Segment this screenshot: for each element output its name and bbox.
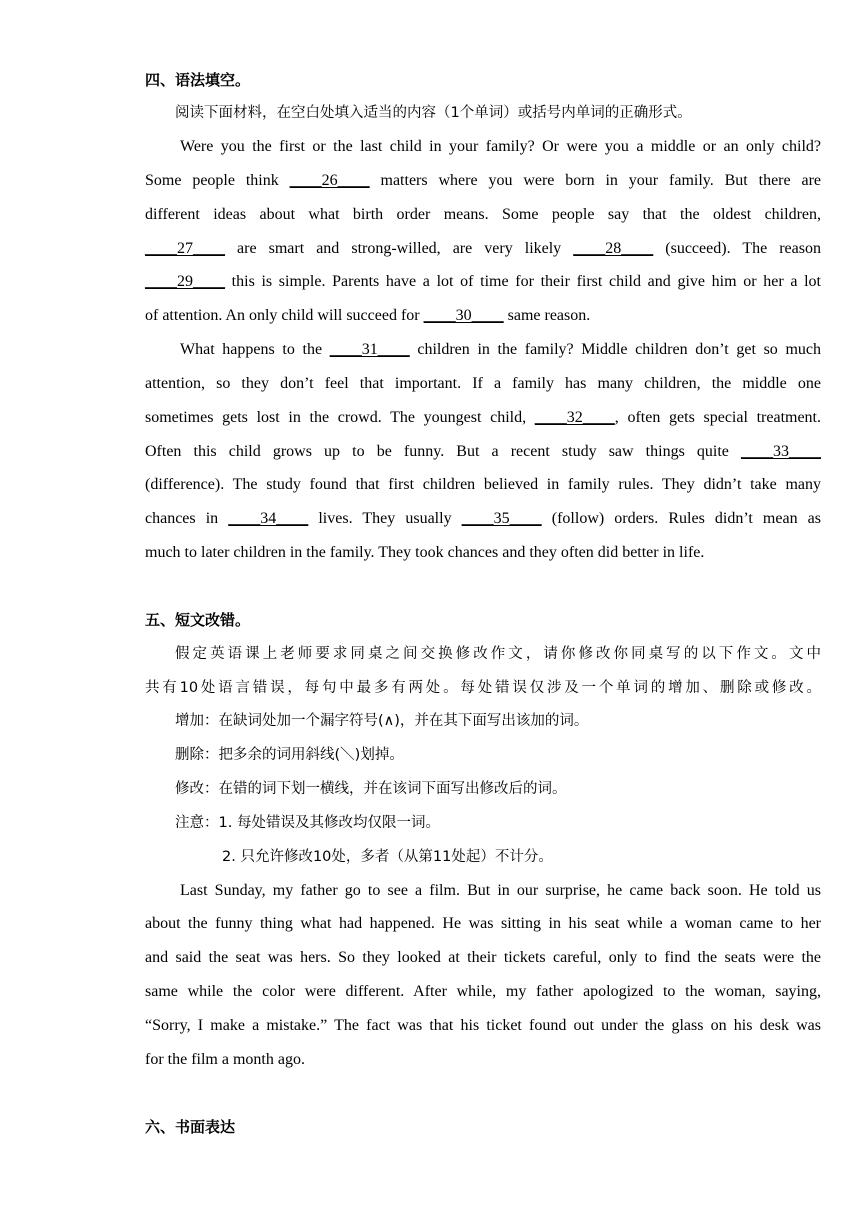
essay-line: for the film a month ago.	[145, 1051, 305, 1068]
essay-line: “Sorry, I make a mistake.” The fact was that his ticket found out under the glass on his desk was	[145, 1017, 821, 1034]
essay-line: Last Sunday, my father go to see a film. But in our surprise, he came back soon. He told us	[180, 882, 821, 899]
section-4-title: 四、语法填空。	[145, 71, 251, 89]
passage-line: attention, so they don’t feel that important. If a family has many children, the middle one	[145, 375, 821, 392]
passage-line: sometimes gets lost in the crowd. The youngest child, ____32____, often gets special treatment.	[145, 409, 822, 426]
blank-31: ____31____	[329, 341, 410, 358]
passage-line: different ideas about what birth order means. Some people say that the oldest children,	[145, 206, 821, 223]
blank-26: ____26____	[289, 172, 370, 189]
passage-line: of attention. An only child will succeed for ____30____ same reason.	[145, 307, 591, 324]
rule-delete: 删除：把多余的词用斜线(＼)划掉。	[175, 747, 404, 763]
passage-line: ____27____ are smart and strong-willed, are very likely ____28____ (succeed). The reason	[145, 240, 821, 257]
note-2: 2. 只允许修改10处，多者（从第11处起）不计分。	[222, 849, 553, 865]
passage-line: Were you the first or the last child in your family? Or were you a middle or an only child?	[180, 138, 821, 155]
passage-line: chances in ____34____ lives. They usually ____35____ (follow) orders. Rules didn’t mean as	[145, 510, 821, 527]
blank-30: ____30____	[423, 307, 504, 324]
section-5-instruction: 假定英语课上老师要求同桌之间交换修改作文，请你修改你同桌写的以下作文。文中	[175, 646, 821, 662]
rule-add: 增加：在缺词处加一个漏字符号(∧)，并在其下面写出该加的词。	[175, 713, 589, 729]
blank-29: ____29____	[145, 273, 225, 290]
section-6-title: 六、书面表达	[145, 1118, 236, 1136]
passage-line: Often this child grows up to be funny. But a recent study saw things quite ____33____	[145, 443, 821, 460]
passage-line: much to later children in the family. They took chances and they often did better in life.	[145, 544, 705, 561]
section-5-instruction: 共有10处语言错误，每句中最多有两处。每处错误仅涉及一个单词的增加、删除或修改。	[145, 680, 821, 696]
essay-line: same while the color were different. After while, my father apologized to the woman, saying,	[145, 983, 821, 1000]
blank-34: ____34____	[228, 510, 309, 527]
passage-line: ____29____ this is simple. Parents have a lot of time for their first child and give him or her a lot	[145, 273, 821, 290]
blank-33: ____33____	[741, 443, 821, 460]
passage-line: (difference). The study found that first children believed in family rules. They didn’t take many	[145, 476, 821, 493]
essay-line: and said the seat was hers. So they looked at their tickets careful, only to find the seats were the	[145, 949, 821, 966]
passage-line: What happens to the ____31____ children in the family? Middle children don’t get so much	[180, 341, 821, 358]
passage-line: Some people think ____26____ matters where you were born in your family. But there are	[145, 172, 822, 189]
essay-line: about the funny thing what had happened. He was sitting in his seat while a woman came to her	[145, 915, 821, 932]
note-1: 注意：1. 每处错误及其修改均仅限一词。	[175, 815, 440, 831]
section-4-instruction: 阅读下面材料，在空白处填入适当的内容（1个单词）或括号内单词的正确形式。	[175, 105, 692, 121]
blank-28: ____28____	[573, 240, 654, 257]
blank-35: ____35____	[461, 510, 542, 527]
section-5-title: 五、短文改错。	[145, 611, 251, 629]
blank-27: ____27____	[145, 240, 225, 257]
rule-modify: 修改：在错的词下划一横线，并在该词下面写出修改后的词。	[175, 781, 567, 797]
blank-32: ____32____	[534, 409, 615, 426]
